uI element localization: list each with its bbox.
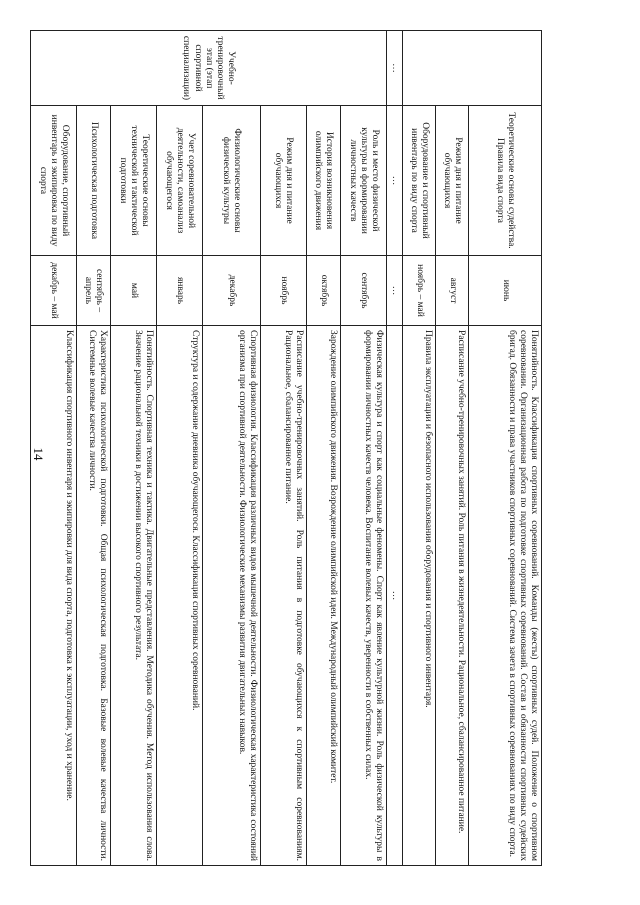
topic-cell: Теоретические основы судейства. Правила вида спорта bbox=[469, 106, 542, 256]
page-number: 14 bbox=[31, 447, 46, 461]
month-cell: ноябрь bbox=[260, 256, 306, 326]
stage-cell-empty bbox=[403, 31, 542, 106]
topic-cell: Психологическая подготовка bbox=[76, 106, 110, 256]
month-cell: декабрь – май bbox=[30, 256, 76, 326]
table-row bbox=[156, 31, 202, 866]
topic-cell: Учет соревновательной деятельности, самоанализ обучающегося bbox=[156, 106, 202, 256]
content-cell: Расписание учебно-тренировочных занятий. Роль питания в подготовке обучающихся к спортивным соревнованиям. Рациональное, сбалансированное питание. bbox=[260, 326, 306, 866]
dots-cell: … bbox=[386, 256, 402, 326]
month-cell: сентябрь – апрель bbox=[76, 256, 110, 326]
content-cell: Правила эксплуатации и безопасного использования оборудования и спортивного инвентаря. bbox=[403, 326, 436, 866]
topic-cell: Оборудование, спортивный инвентарь и экипировка по виду спорта bbox=[30, 106, 76, 256]
month-cell: сентябрь bbox=[340, 256, 386, 326]
topic-cell: Режим дня и питание обучающихся bbox=[436, 106, 469, 256]
curriculum-table bbox=[30, 30, 542, 866]
dots-cell: … bbox=[386, 106, 402, 256]
topic-cell: Режим дня и питание обучающихся bbox=[260, 106, 306, 256]
content-cell: Физическая культура и спорт как социальные феномены. Спорт как явление культурной жизни. Роль физической культуры в формировании личностных качеств человека. Воспитание волевых качеств, уверенности в собственных силах. bbox=[340, 326, 386, 866]
dots-cell: … bbox=[386, 31, 402, 106]
table-row bbox=[260, 31, 306, 866]
table-row bbox=[403, 31, 436, 866]
content-cell: Зарождение олимпийского движения. Возрождение олимпийской идеи. Международный олимпийский комитет. bbox=[306, 326, 340, 866]
table-row bbox=[110, 31, 156, 866]
table-row bbox=[30, 31, 76, 866]
month-cell: май bbox=[110, 256, 156, 326]
table-row bbox=[76, 31, 110, 866]
content-cell: Расписание учебно-тренировочных занятий. Роль питания в жизнедеятельности. Рациональное, сбалансированное питание. bbox=[436, 326, 469, 866]
table-row bbox=[202, 31, 260, 866]
month-cell: январь bbox=[156, 256, 202, 326]
month-cell: август bbox=[436, 256, 469, 326]
topic-cell: Теоретические основы технической и тактической подготовки bbox=[110, 106, 156, 256]
content-cell: Понятийность. Спортивная техника и тактика. Двигательные представления. Методика обучения. Метод использования слова. Значение рациональной техники в достижении высокого спортивного результата. bbox=[110, 326, 156, 866]
content-cell: Классификация спортивного инвентаря и экипировки для вида спорта, подготовка к эксплуатации, уход и хранение. bbox=[30, 326, 76, 866]
month-cell: ноябрь – май bbox=[403, 256, 436, 326]
dots-cell: … bbox=[386, 326, 402, 866]
table-row bbox=[306, 31, 340, 866]
content-cell: Характеристика психологической подготовки. Общая психологическая подготовка. Базовые волевые качества личности. Системные волевые качества личности. bbox=[76, 326, 110, 866]
topic-cell: Физиологические основы физической культуры bbox=[202, 106, 260, 256]
table-row bbox=[340, 31, 386, 866]
topic-cell: История возникновения олимпийского движения bbox=[306, 106, 340, 256]
table-row bbox=[436, 31, 469, 866]
table-row bbox=[469, 31, 542, 866]
month-cell: октябрь bbox=[306, 256, 340, 326]
month-cell: декабрь bbox=[202, 256, 260, 326]
topic-cell: Роль и место физической культуры в формировании личностных качеств bbox=[340, 106, 386, 256]
topic-cell: Оборудование и спортивный инвентарь по виду спорта bbox=[403, 106, 436, 256]
month-cell: июнь bbox=[469, 256, 542, 326]
dots-row bbox=[386, 31, 402, 866]
content-cell: Спортивная физиология. Классификация различных видов мышечной деятельности. Физиологическая характеристика состояний организма при спортивной деятельности. Физиологические механизмы развития двигательных навыков. bbox=[202, 326, 260, 866]
content-cell: Понятийность. Классификация спортивных соревнований. Команды (жесты) спортивных судей. Положение о спортивном соревновании. Организационная работа по подготовке спортивных соревнований. Состав и обязанности спортивных судейских бригад. Обязанности и права участников спортивных соревнований. Система зачета в спортивных соревнованиях по виду спорта. bbox=[469, 326, 542, 866]
stage-label: Учебно-тренировочный этап (этап спортивной специализации) bbox=[30, 31, 386, 106]
content-cell: Структура и содержание дневника обучающегося. Классификация спортивных соревнований. bbox=[156, 326, 202, 866]
